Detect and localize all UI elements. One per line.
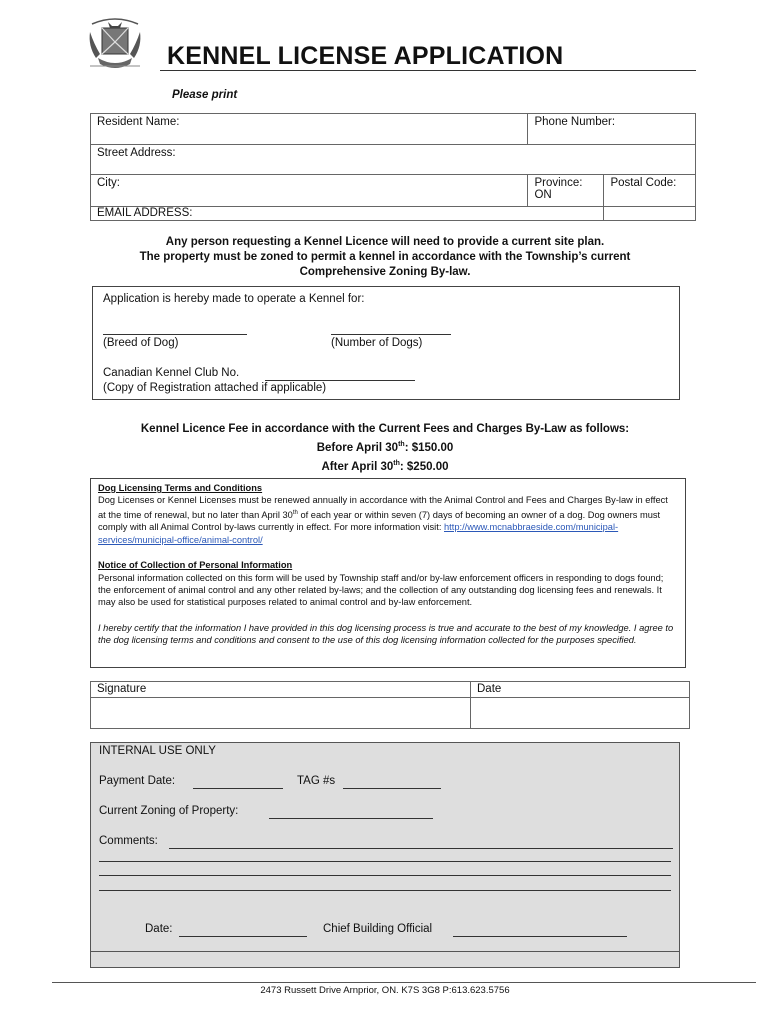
application-intro: Application is hereby made to operate a Kennel for: [103, 293, 365, 305]
street-address-label: Street Address: [97, 147, 176, 159]
payment-date-line[interactable] [193, 788, 283, 789]
application-box [92, 286, 680, 400]
collection-body: Personal information collected on this form will be used by Township staff and/or by-law enforcement officers in responding to dogs found; the enforcement of animal control and any other related by-laws; and the collection of any outstanding dog licensing fees and renewals. It may also be used for statistical purposes related to animal control and by-law enforcement. [98, 572, 664, 608]
city-label: City: [97, 177, 120, 189]
animal-control-link[interactable]: http://www.mcnabbraeside.com/municipal-services/municipal-office/animal-control/ [98, 522, 619, 545]
breed-label: (Breed of Dog) [103, 337, 179, 349]
terms-gap-2 [98, 609, 678, 622]
phone-number-label: Phone Number: [534, 116, 616, 128]
form-title: KENNEL LICENSE APPLICATION [167, 42, 564, 70]
notice-line-2: The property must be zoned to permit a kennel in accordance with the Township’s current [139, 251, 631, 263]
resident-info-table [90, 113, 696, 221]
terms-body-part2: of each year or within seven (7) days of becoming an owner of a dog. Dog owners must comply with all Animal Control by-laws currently in effect. For more information visit: [98, 509, 661, 533]
internal-date-label: Date: [145, 923, 173, 935]
internal-bottom-divider [91, 951, 679, 952]
resident-name-field[interactable] [91, 114, 528, 145]
street-address-field[interactable] [91, 145, 696, 175]
province-field[interactable] [528, 175, 604, 207]
internal-use-box [90, 742, 680, 968]
signature-label: Signature [91, 682, 471, 698]
notice-line-1: Any person requesting a Kennel Licence will need to provide a current site plan. [165, 236, 605, 248]
province-value: ON [534, 189, 552, 201]
fee-after-sup: th [393, 459, 400, 467]
terms-heading: Dog Licensing Terms and Conditions [98, 483, 263, 493]
signature-field[interactable] [91, 698, 471, 729]
ckc-label: Canadian Kennel Club No. [103, 367, 240, 379]
date-label: Date [471, 682, 690, 698]
email-field[interactable] [91, 207, 604, 221]
phone-number-field[interactable] [528, 114, 696, 145]
comments-line-1[interactable] [169, 848, 673, 849]
terms-body-sup: th [292, 509, 298, 516]
collection-heading: Notice of Collection of Personal Information [98, 560, 293, 571]
notice-line-3: Comprehensive Zoning By-law. [299, 266, 471, 278]
please-print-note: Please print [172, 89, 238, 101]
postal-code-label: Postal Code: [610, 177, 677, 189]
breed-input-line[interactable] [103, 334, 247, 335]
terms-box [90, 478, 686, 668]
certification-statement: I hereby certify that the information I have provided in this dog licensing process is true and accurate to the best of my knowledge. I agree to the dog licensing terms and conditions and consent to the use of this dog licensing information collected for the purposes specified. [98, 622, 674, 646]
fee-before-amount: : $150.00 [404, 441, 454, 454]
resident-name-label: Resident Name: [97, 116, 180, 128]
tag-label: TAG #s [297, 775, 336, 787]
fee-before-sup: th [398, 441, 405, 448]
city-field[interactable] [91, 175, 528, 207]
fee-before [90, 437, 680, 456]
comments-label: Comments: [99, 835, 158, 847]
fee-after [90, 456, 680, 475]
number-label: (Number of Dogs) [331, 337, 423, 349]
chief-building-official-label: Chief Building Official [323, 923, 433, 935]
internal-heading: INTERNAL USE ONLY [99, 745, 216, 757]
ckc-input-line[interactable] [265, 380, 415, 381]
terms-body [98, 494, 678, 546]
terms-gap [98, 546, 678, 559]
fee-before-text: Before April 30 [316, 441, 399, 454]
site-plan-notice [90, 235, 680, 280]
zoning-line[interactable] [269, 818, 433, 819]
terms-body-part1: Dog Licenses or Kennel Licenses must be renewed annually in accordance with the Animal Control and Fees and Charges By-law in effect at the time of renewal, but no later than April 30 [98, 495, 668, 520]
fee-heading: Kennel Licence Fee in accordance with the Current Fees and Charges By-Law as follows: [140, 423, 630, 435]
comments-line-2[interactable] [99, 861, 671, 862]
footer-address: 2473 Russett Drive Arnprior, ON. K7S 3G8 P:613.623.5756 [260, 985, 510, 996]
zoning-label: Current Zoning of Property: [99, 805, 239, 817]
fee-after-text: After April 30 [321, 460, 394, 473]
email-label: EMAIL ADDRESS: [97, 207, 193, 219]
township-crest-logo [84, 14, 146, 72]
footer-divider [52, 982, 756, 983]
comments-line-3[interactable] [99, 875, 671, 876]
postal-code-field[interactable] [604, 175, 696, 207]
number-input-line[interactable] [331, 334, 451, 335]
date-field[interactable] [471, 698, 690, 729]
fee-section [90, 421, 680, 475]
payment-date-label: Payment Date: [99, 775, 176, 787]
official-signature-line[interactable] [453, 936, 627, 937]
ckc-note: (Copy of Registration attached if applicable) [103, 382, 327, 394]
province-label: Province: [534, 177, 583, 189]
signature-table [90, 681, 690, 729]
internal-date-line[interactable] [179, 936, 307, 937]
tag-line[interactable] [343, 788, 441, 789]
fee-after-amount: : $250.00 [399, 460, 449, 473]
comments-line-4[interactable] [99, 890, 671, 891]
email-extra-cell [604, 207, 696, 221]
title-divider [160, 70, 696, 71]
